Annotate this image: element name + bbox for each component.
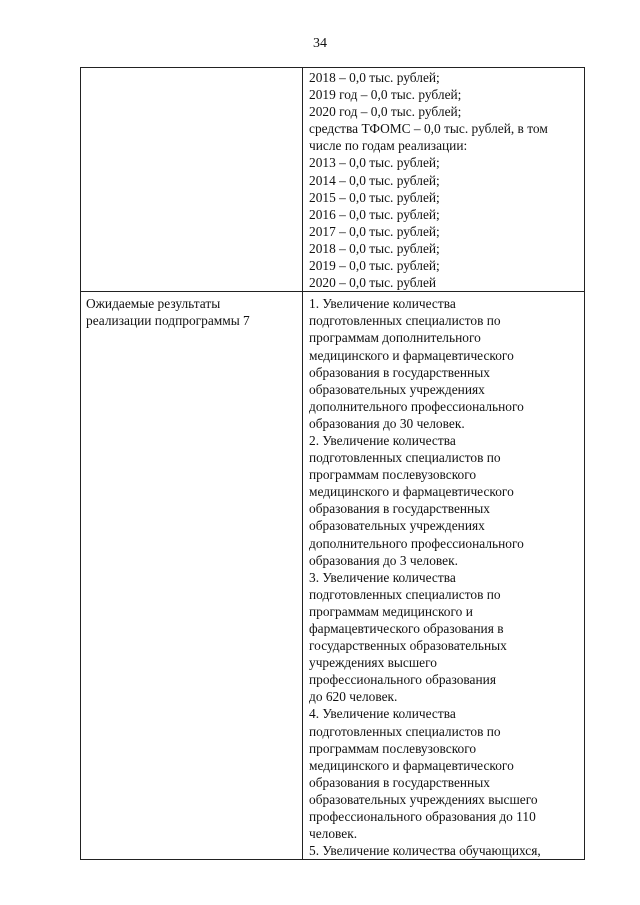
text-line: программам послевузовского xyxy=(309,467,477,483)
text-line: 2020 год – 0,0 тыс. рублей; xyxy=(309,104,462,120)
text-line: 2019 год – 0,0 тыс. рублей; xyxy=(309,87,462,103)
text-line: медицинского и фармацевтического xyxy=(309,484,514,500)
text-line: государственных образовательных xyxy=(309,638,507,654)
expected-results-lines xyxy=(303,292,584,859)
text-line: профессионального образования до 110 xyxy=(309,809,536,825)
text-line: 2019 – 0,0 тыс. рублей; xyxy=(309,258,440,274)
text-line: образования до 30 человек. xyxy=(309,415,465,431)
text-line: программам послевузовского xyxy=(309,740,477,756)
text-line: образования в государственных xyxy=(309,774,490,790)
text-line: образования до 3 человек. xyxy=(309,552,458,568)
text-line: образовательных учреждениях xyxy=(309,518,485,534)
text-line: до 620 человек. xyxy=(309,689,398,705)
page-number: 34 xyxy=(313,36,327,51)
text-line: 5. Увеличение количества обучающихся, xyxy=(309,843,541,859)
text-line: дополнительного профессионального xyxy=(309,535,524,551)
row-label-text xyxy=(81,68,302,71)
text-line: образования в государственных xyxy=(309,364,490,380)
subprogram-table xyxy=(80,67,585,860)
row-content-cell xyxy=(303,292,585,860)
text-line: подготовленных специалистов по xyxy=(309,450,501,466)
table-row-expected-results xyxy=(81,292,585,860)
text-line: подготовленных специалистов по xyxy=(309,313,501,329)
text-line: 2015 – 0,0 тыс. рублей; xyxy=(309,189,440,205)
text-line: 1. Увеличение количества xyxy=(309,296,456,312)
text-line: средства ТФОМС – 0,0 тыс. рублей, в том xyxy=(309,121,548,137)
row-label-cell xyxy=(81,68,303,292)
text-line: человек. xyxy=(309,826,358,842)
row-label-text xyxy=(81,292,302,329)
text-line: 2016 – 0,0 тыс. рублей; xyxy=(309,206,440,222)
text-line: медицинского и фармацевтического xyxy=(309,347,514,363)
text-line: программам дополнительного xyxy=(309,330,481,346)
text-line: 3. Увеличение количества xyxy=(309,569,456,585)
text-line: 2017 – 0,0 тыс. рублей; xyxy=(309,223,440,239)
text-line: образования в государственных xyxy=(309,501,490,517)
text-line: числе по годам реализации: xyxy=(309,138,468,154)
text-line: профессионального образования xyxy=(309,672,496,688)
text-line: реализации подпрограммы 7 xyxy=(86,313,250,329)
funding-lines xyxy=(303,68,584,291)
text-line: образовательных учреждениях высшего xyxy=(309,791,538,807)
text-line: 2020 – 0,0 тыс. рублей xyxy=(309,275,437,291)
text-line: дополнительного профессионального xyxy=(309,398,524,414)
text-line: 2018 – 0,0 тыс. рублей; xyxy=(309,240,440,256)
text-line: образовательных учреждениях xyxy=(309,381,485,397)
row-label-cell xyxy=(81,292,303,860)
text-line: программам медицинского и xyxy=(309,603,473,619)
text-line: медицинского и фармацевтического xyxy=(309,757,514,773)
text-line: Ожидаемые результаты xyxy=(86,296,221,312)
text-line: 4. Увеличение количества xyxy=(309,706,456,722)
text-line: 2013 – 0,0 тыс. рублей; xyxy=(309,155,440,171)
text-line: учреждениях высшего xyxy=(309,655,437,671)
table-row-funding xyxy=(81,68,585,292)
text-line: подготовленных специалистов по xyxy=(309,723,501,739)
text-line: 2014 – 0,0 тыс. рублей; xyxy=(309,172,440,188)
text-line: подготовленных специалистов по xyxy=(309,586,501,602)
text-line: фармацевтического образования в xyxy=(309,621,504,636)
text-line: 2018 – 0,0 тыс. рублей; xyxy=(309,70,440,85)
text-line: 2. Увеличение количества xyxy=(309,432,456,448)
row-content-cell xyxy=(303,68,585,292)
